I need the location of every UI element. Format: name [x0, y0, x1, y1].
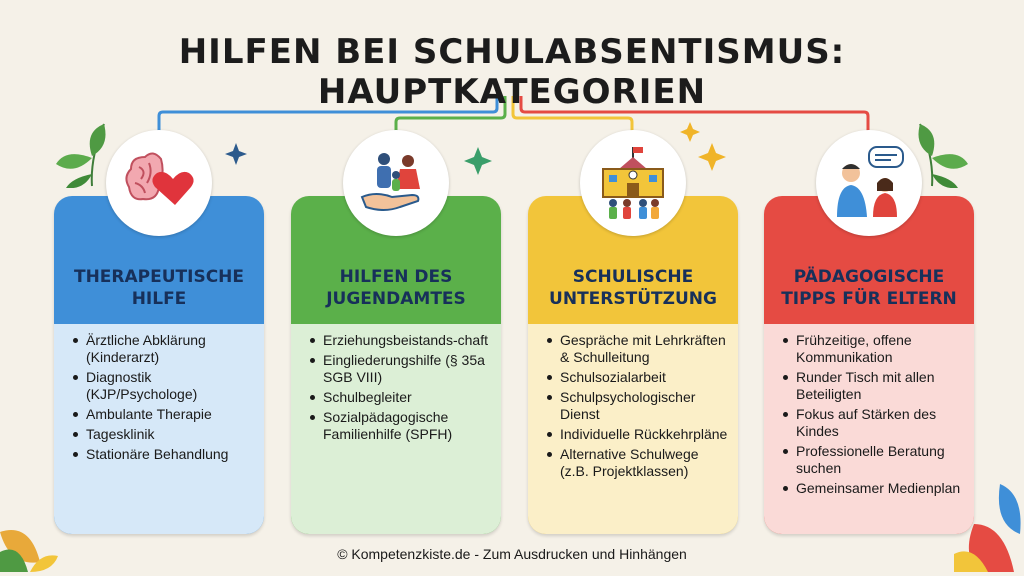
sparkle-icon [680, 122, 726, 171]
icon-circle [580, 130, 686, 236]
card-body [764, 324, 974, 534]
icon-circle [106, 130, 212, 236]
list-item: Stationäre Behandlung [86, 446, 256, 463]
card-body [54, 324, 264, 534]
card-title: HILFEN DES JUGENDAMTES [326, 267, 466, 309]
card-title: THERAPEUTISCHE HILFE [73, 267, 245, 309]
list-item: Individuelle Rückkehrpläne [560, 426, 730, 443]
category-card-parent-tips [764, 196, 974, 534]
category-card-youth-office [291, 196, 501, 534]
footer-copyright: © Kompetenzkiste.de - Zum Ausdrucken und Hinhängen [337, 546, 687, 562]
list-item: Erziehungsbeistands-chaft [323, 332, 493, 349]
leaves-decoration-left [52, 118, 112, 192]
card-title: PÄDAGOGISCHE TIPPS FÜR ELTERN [781, 267, 957, 309]
list-item: Eingliederungshilfe (§ 35a SGB VIII) [323, 352, 493, 386]
card-title: SCHULISCHE UNTERSTÜTZUNG [549, 267, 717, 309]
list-item: Gespräche mit Lehrkräften & Schulleitung [560, 332, 730, 366]
card-body [291, 324, 501, 534]
item-list [309, 332, 493, 443]
list-item: Professionelle Beratung suchen [796, 443, 966, 477]
list-item: Frühzeitige, offene Kommunikation [796, 332, 966, 366]
list-item: Alternative Schulwege (z.B. Projektklassen) [560, 446, 730, 480]
list-item: Schulsozialarbeit [560, 369, 730, 386]
list-item: Gemeinsamer Medienplan [796, 480, 966, 497]
sparkle-icon [464, 147, 492, 175]
page-title: HILFEN BEI SCHULABSENTISMUS: HAUPTKATEGORIEN [178, 32, 846, 112]
list-item: Tagesklinik [86, 426, 256, 443]
list-item: Fokus auf Stärken des Kindes [796, 406, 966, 440]
list-item: Ambulante Therapie [86, 406, 256, 423]
icon-circle [343, 130, 449, 236]
icon-circle [816, 130, 922, 236]
parent-child-talk-icon [829, 143, 909, 223]
list-item: Schulpsychologischer Dienst [560, 389, 730, 423]
item-list [546, 332, 730, 480]
sparkle-icon [225, 143, 247, 165]
card-body [528, 324, 738, 534]
item-list [72, 332, 256, 463]
list-item: Schulbegleiter [323, 389, 493, 406]
list-item: Diagnostik (KJP/Psychologe) [86, 369, 256, 403]
list-item: Sozialpädagogische Familienhilfe (SPFH) [323, 409, 493, 443]
category-card-school-support [528, 196, 738, 534]
leaves-decoration-bottom-left [0, 512, 60, 576]
category-card-therapeutic [54, 196, 264, 534]
list-item: Ärztliche Abklärung (Kinderarzt) [86, 332, 256, 366]
brain-heart-icon [119, 143, 199, 223]
list-item: Runder Tisch mit allen Beteiligten [796, 369, 966, 403]
school-building-icon [593, 143, 673, 223]
family-hand-icon [356, 143, 436, 223]
item-list [782, 332, 966, 497]
